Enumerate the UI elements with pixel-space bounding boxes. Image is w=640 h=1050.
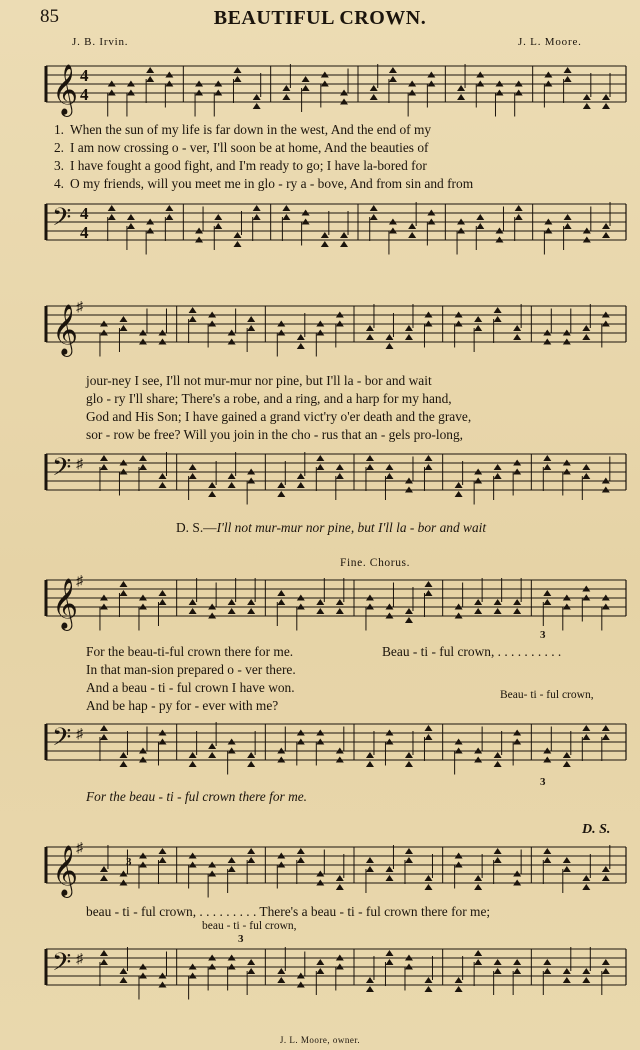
system3-lyrics bbox=[86, 643, 296, 715]
verse-2-line: 2. I am now crossing o - ver, I'll soon be at home, And the beauties of bbox=[53, 140, 429, 155]
hymn-title: BEAUTIFUL CROWN. bbox=[213, 7, 427, 29]
verse-1-line3: For the beau-ti-ful crown there for me. bbox=[86, 644, 294, 659]
system4-bass-echo: beau - ti - ful crown, bbox=[202, 920, 297, 932]
system4-treble-staff bbox=[0, 833, 640, 913]
svg-text:𝄞: 𝄞 bbox=[52, 304, 79, 355]
svg-text:4: 4 bbox=[80, 85, 89, 104]
svg-text:♯: ♯ bbox=[76, 841, 83, 856]
triplet-mark-bass: 3 bbox=[238, 933, 244, 945]
ds-marking: D. S. bbox=[582, 822, 611, 837]
svg-text:♯: ♯ bbox=[76, 457, 83, 472]
chorus-footer-lyrics: For the beau - ti - ful crown there for me. bbox=[86, 789, 308, 804]
svg-text:4: 4 bbox=[80, 223, 89, 242]
svg-text:𝄢: 𝄢 bbox=[52, 203, 72, 238]
verse-3-line3: And a beau - ti - ful crown I have won. bbox=[86, 680, 295, 695]
system2-lyrics bbox=[86, 372, 471, 444]
svg-text:𝄞: 𝄞 bbox=[52, 845, 79, 896]
triplet-mark: 3 bbox=[126, 856, 132, 868]
ds-lyrics: I'll not mur-mur nor pine, but I'll la - bor and wait bbox=[216, 520, 487, 535]
verse-3-line2: God and His Son; I have gained a grand vict'ry o'er death and the grave, bbox=[86, 409, 472, 424]
system1-treble-staff bbox=[0, 52, 640, 132]
verse-1-line2: jour-ney I see, I'll not mur-mur nor pine, but I'll la - bor and wait bbox=[86, 373, 432, 388]
system1-bass-staff bbox=[0, 190, 640, 270]
page-number: 85 bbox=[40, 6, 59, 27]
composer-credit: J. L. Moore. bbox=[518, 36, 582, 48]
svg-text:𝄢: 𝄢 bbox=[52, 723, 72, 758]
verse-4-line: 4. O my friends, will you meet me in glo - ry a - bove, And from sin and from bbox=[53, 176, 474, 191]
chorus-lyrics: Beau - ti - ful crown, . . . . . . . . . . bbox=[382, 644, 562, 659]
svg-text:♯: ♯ bbox=[76, 300, 83, 315]
svg-text:4: 4 bbox=[80, 66, 89, 85]
verse-2-line3: In that man-sion prepared o - ver there. bbox=[86, 662, 296, 677]
system2-bass-staff bbox=[0, 440, 640, 520]
fine-chorus-marking: Fine. Chorus. bbox=[340, 557, 411, 569]
svg-text:𝄢: 𝄢 bbox=[52, 948, 72, 983]
svg-text:𝄞: 𝄞 bbox=[52, 64, 79, 115]
triplet-mark-chorus-bass: 3 bbox=[540, 776, 546, 788]
svg-text:𝄢: 𝄢 bbox=[52, 453, 72, 488]
verse-2-line2: glo - ry I'll share; There's a robe, and a ring, and a harp for my hand, bbox=[86, 391, 452, 406]
svg-text:𝄞: 𝄞 bbox=[52, 578, 79, 629]
svg-text:♯: ♯ bbox=[76, 952, 83, 967]
svg-text:♯: ♯ bbox=[76, 574, 83, 589]
svg-text:♯: ♯ bbox=[76, 727, 83, 742]
system4-lyrics: beau - ti - ful crown, . . . . . . . . . There's a beau - ti - ful crown there for me; bbox=[86, 904, 491, 919]
bass-echo-lyrics: Beau- ti - ful crown, bbox=[500, 689, 594, 701]
lyricist-credit: J. B. Irvin. bbox=[72, 36, 129, 48]
system4-bass-staff bbox=[0, 935, 640, 1015]
system2-treble-staff bbox=[0, 292, 640, 372]
verse-4-line3: And be hap - py for - ever with me? bbox=[86, 698, 279, 713]
verse-1-line: 1. When the sun of my life is far down in the west, And the end of my bbox=[53, 122, 432, 137]
svg-text:4: 4 bbox=[80, 204, 89, 223]
system1-lyrics bbox=[42, 121, 473, 193]
verse-4-line2: sor - row be free? Will you join in the cho - rus that an - gels pro-long, bbox=[86, 427, 464, 442]
verse-3-line: 3. I have fought a good fight, and I'm ready to go; I have la-bored for bbox=[53, 158, 427, 173]
triplet-mark-chorus: 3 bbox=[540, 629, 546, 641]
copyright-footer: J. L. Moore, owner. bbox=[279, 1035, 361, 1045]
ds-label: D. S.— bbox=[176, 520, 217, 535]
ds-line bbox=[176, 520, 486, 536]
